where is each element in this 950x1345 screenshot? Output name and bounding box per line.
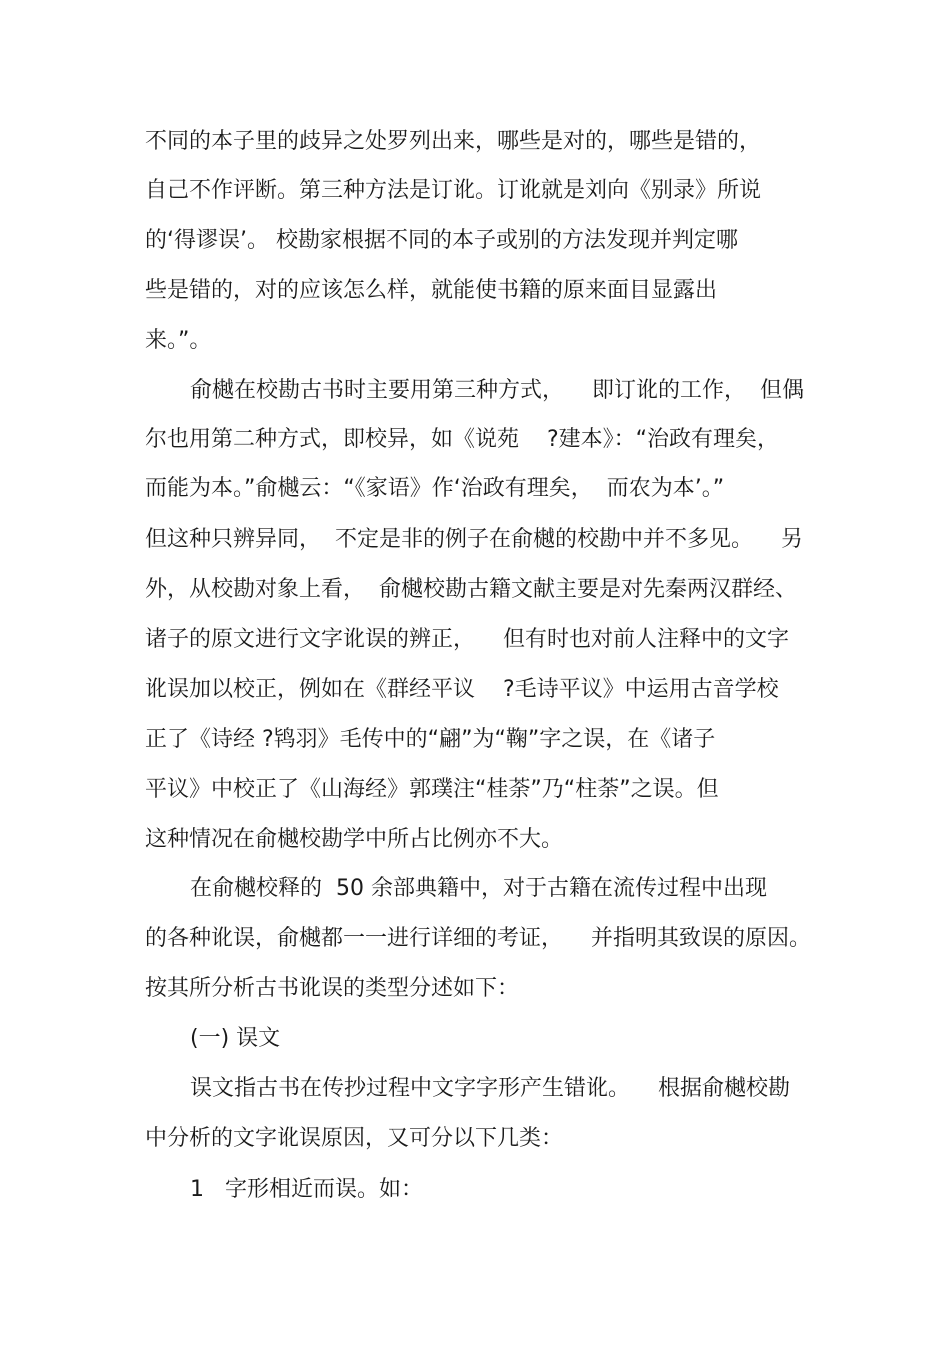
text-line: 来。”。 [145, 328, 212, 353]
text-line: 这种情况在俞樾校勘学中所占比例亦不大。 [145, 827, 564, 852]
text-line: 中分析的文字讹误原因，又可分以下几类： [145, 1126, 564, 1151]
text-line: 自己不作评断。第三种方法是订讹。订讹就是刘向《别录》所说 [145, 178, 762, 203]
paragraph-start: 俞樾在校勘古书时主要用第三种方式， 即订讹的工作， 但偶 [190, 378, 804, 403]
text-line: 些是错的，对的应该怎么样，就能使书籍的原来面目显露出 [145, 278, 718, 303]
paragraph-start: 误文指古书在传抄过程中文字字形产生错讹。 根据俞樾校勘 [190, 1076, 790, 1101]
section-heading: (一) 误文 [190, 1026, 281, 1051]
text-line: 尔也用第二种方式，即校异，如《说苑 ?建本》：“治政有理矣， [145, 427, 780, 452]
text-line: 不同的本子里的歧异之处罗列出来，哪些是对的，哪些是错的， [145, 129, 762, 154]
text-line: 平议》中校正了《山海经》郭璞注“桂荼”乃“柱荼”之误。但 [145, 777, 719, 802]
paragraph-start: 在俞樾校释的 50 余部典籍中，对于古籍在流传过程中出现 [190, 876, 767, 901]
text-line: 但这种只辨异同， 不定是非的例子在俞樾的校勘中并不多见。 另 [145, 527, 803, 552]
list-item: 1 字形相近而误。如： [190, 1177, 423, 1202]
text-line: 外，从校勘对象上看， 俞樾校勘古籍文献主要是对先秦两汉群经、 [145, 577, 797, 602]
text-line: 讹误加以校正，例如在《群经平议 ?毛诗平议》中运用古音学校 [145, 677, 779, 702]
text-line: 的各种讹误，俞樾都一一进行详细的考证， 并指明其致误的原因。 [145, 926, 811, 951]
text-line: 按其所分析古书讹误的类型分述如下： [145, 976, 520, 1001]
text-line: 正了《诗经 ?鸨羽》毛传中的“翩”为“鞠”字之误，在《诸子 [145, 727, 716, 752]
text-line: 诸子的原文进行文字讹误的辨正， 但有时也对前人注释中的文字 [145, 627, 789, 652]
text-line: 的‘得谬误’。 校勘家根据不同的本子或别的方法发现并判定哪 [145, 228, 738, 253]
text-line: 而能为本。”俞樾云：“《家语》作‘治政有理矣， 而农为本’。” [145, 476, 725, 501]
